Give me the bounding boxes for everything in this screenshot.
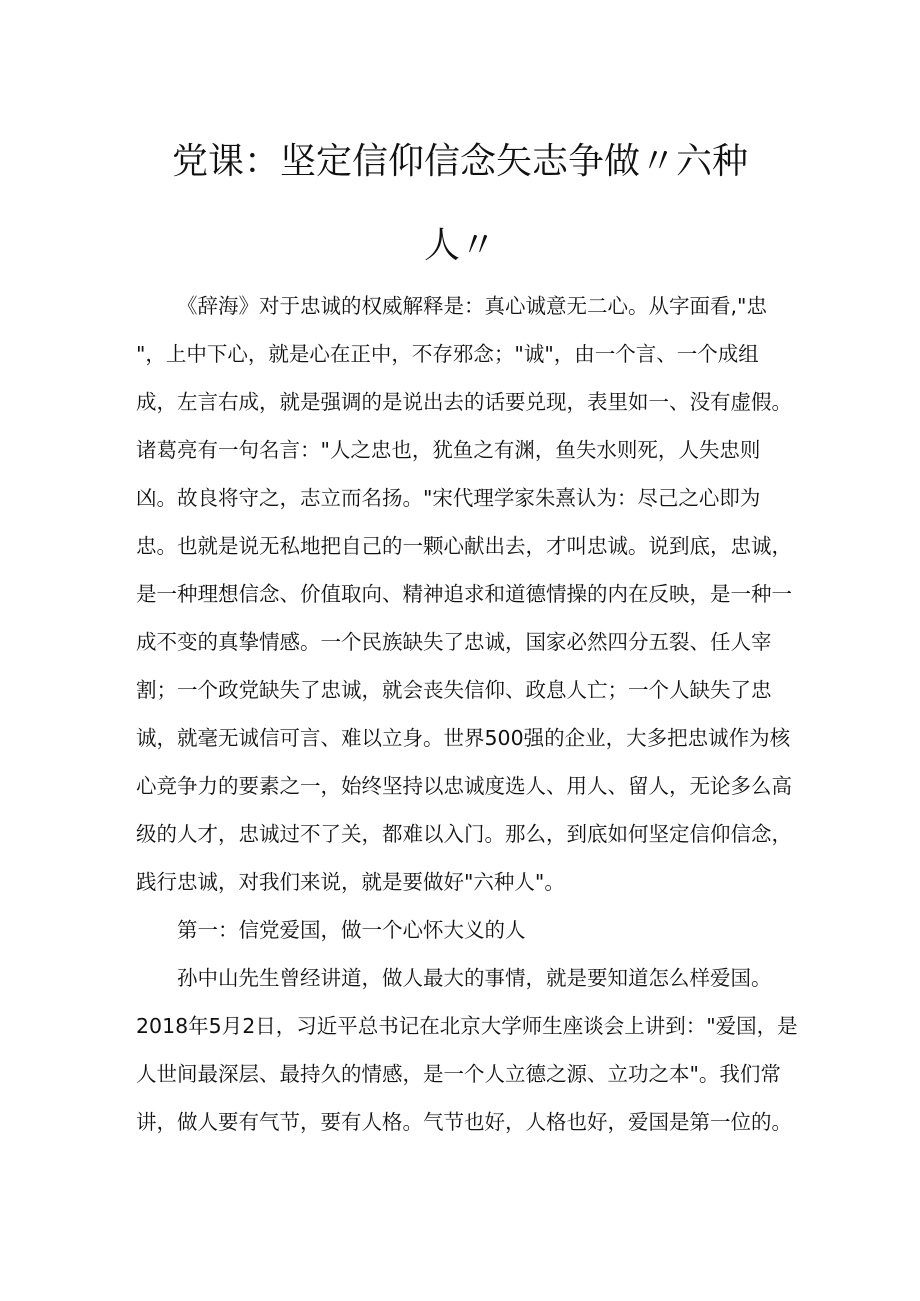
paragraph-1-line-13: 践行忠诚，对我们来说，就是要做好"六种人"。 [136, 870, 565, 894]
section-heading-1: 第一：信党爱国，做一个心怀大义的人 [177, 918, 526, 942]
document-title-line-1: 党课：坚定信仰信念矢志争做〃六种 [171, 141, 748, 182]
paragraph-1-line-4: 诸葛亮有一句名言："人之忠也，犹鱼之有渊，鱼失水则死，人失忠则 [136, 438, 761, 462]
paragraph-1-line-6: 忠。也就是说无私地把自己的一颗心献出去，才叫忠诚。说到底，忠诚， [136, 534, 792, 558]
paragraph-2-line-3: 人世间最深层、最持久的情感，是一个人立德之源、立功之本"。我们常 [136, 1062, 781, 1086]
paragraph-1-line-12: 级的人才，忠诚过不了关，都难以入门。那么，到底如何坚定信仰信念， [136, 822, 792, 846]
paragraph-1-line-2: "，上中下心，就是心在正中，不存邪念；"诚"，由一个言、一个成组 [136, 342, 759, 366]
paragraph-2-line-4: 讲，做人要有气节，要有人格。气节也好，人格也好，爱国是第一位的。 [136, 1110, 792, 1134]
document-body [136, 288, 798, 1152]
paragraph-2-line-2: 2018年5月2日，习近平总书记在北京大学师生座谈会上讲到："爱国，是 [136, 1014, 798, 1038]
paragraph-1-line-11: 心竞争力的要素之一，始终坚持以忠诚度选人、用人、留人，无论多么高 [136, 774, 792, 798]
paragraph-1-line-8: 成不变的真挚情感。一个民族缺失了忠诚，国家必然四分五裂、任人宰 [136, 630, 772, 654]
paragraph-1-line-3: 成，左言右成，就是强调的是说出去的话要兑现，表里如一、没有虚假。 [136, 390, 792, 414]
paragraph-1-line-10: 诚，就毫无诚信可言、难以立身。世界500强的企业，大多把忠诚作为核 [136, 726, 791, 750]
document-title-line-2: 人〃 [423, 225, 496, 266]
paragraph-2-line-1: 孙中山先生曾经讲道，做人最大的事情，就是要知道怎么样爱国。 [177, 966, 772, 990]
paragraph-1-line-9: 割；一个政党缺失了忠诚，就会丧失信仰、政息人亡；一个人缺失了忠 [136, 678, 772, 702]
paragraph-1-line-7: 是一种理想信念、价值取向、精神追求和道德情操的内在反映，是一种一 [136, 582, 792, 606]
paragraph-1-line-5: 凶。故良将守之，志立而名扬。"宋代理学家朱熹认为：尽己之心即为 [136, 486, 761, 510]
paragraph-1-line-1: 《辞海》对于忠诚的权威解释是：真心诚意无二心。从字面看,"忠 [177, 294, 767, 318]
